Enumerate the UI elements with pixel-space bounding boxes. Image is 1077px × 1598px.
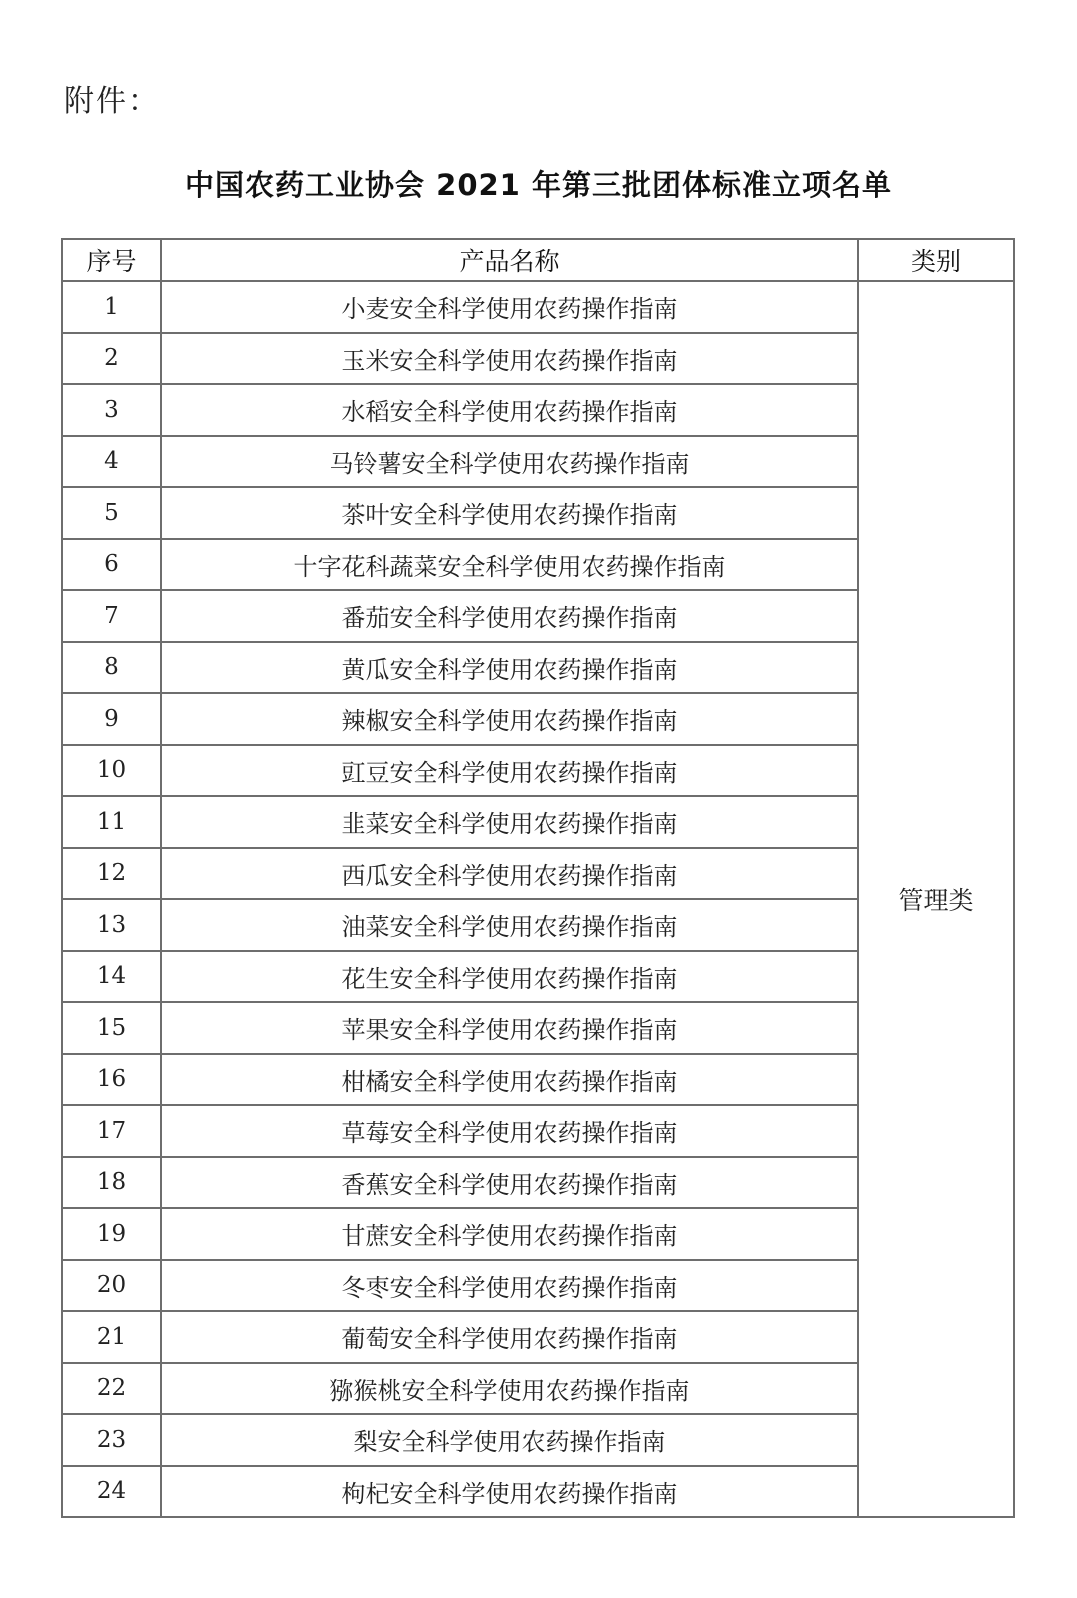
- product-name-cell: 香蕉安全科学使用农药操作指南: [161, 1157, 858, 1209]
- product-name-cell: 葡萄安全科学使用农药操作指南: [161, 1311, 858, 1363]
- serial-number-cell: 1: [62, 281, 161, 333]
- product-name-cell: 茶叶安全科学使用农药操作指南: [161, 487, 858, 539]
- product-name-cell: 油菜安全科学使用农药操作指南: [161, 899, 858, 951]
- serial-number-cell: 8: [62, 642, 161, 694]
- serial-number-cell: 14: [62, 951, 161, 1003]
- serial-number-cell: 5: [62, 487, 161, 539]
- attachment-label: 附件：: [64, 84, 160, 119]
- document-title: 中国农药工业协会 2021 年第三批团体标准立项名单: [185, 168, 892, 202]
- serial-number-cell: 18: [62, 1157, 161, 1209]
- product-name-cell: 韭菜安全科学使用农药操作指南: [161, 796, 858, 848]
- header-product-name: 产品名称: [161, 239, 858, 281]
- product-name-cell: 柑橘安全科学使用农药操作指南: [161, 1054, 858, 1106]
- serial-number-cell: 16: [62, 1054, 161, 1106]
- product-name-cell: 马铃薯安全科学使用农药操作指南: [161, 436, 858, 488]
- serial-number-cell: 6: [62, 539, 161, 591]
- serial-number-cell: 10: [62, 745, 161, 797]
- serial-number-cell: 19: [62, 1208, 161, 1260]
- product-name-cell: 十字花科蔬菜安全科学使用农药操作指南: [161, 539, 858, 591]
- serial-number-cell: 11: [62, 796, 161, 848]
- serial-number-cell: 15: [62, 1002, 161, 1054]
- serial-number-cell: 3: [62, 384, 161, 436]
- category-cell: 管理类: [858, 281, 1014, 1517]
- product-name-cell: 梨安全科学使用农药操作指南: [161, 1414, 858, 1466]
- product-name-cell: 番茄安全科学使用农药操作指南: [161, 590, 858, 642]
- table-row: [62, 281, 1014, 333]
- product-name-cell: 枸杞安全科学使用农药操作指南: [161, 1466, 858, 1518]
- product-name-cell: 苹果安全科学使用农药操作指南: [161, 1002, 858, 1054]
- serial-number-cell: 2: [62, 333, 161, 385]
- table-header-row: [62, 239, 1014, 281]
- product-name-cell: 小麦安全科学使用农药操作指南: [161, 281, 858, 333]
- serial-number-cell: 22: [62, 1363, 161, 1415]
- product-name-cell: 水稻安全科学使用农药操作指南: [161, 384, 858, 436]
- header-category: 类别: [858, 239, 1014, 281]
- product-name-cell: 花生安全科学使用农药操作指南: [161, 951, 858, 1003]
- serial-number-cell: 13: [62, 899, 161, 951]
- product-name-cell: 黄瓜安全科学使用农药操作指南: [161, 642, 858, 694]
- serial-number-cell: 23: [62, 1414, 161, 1466]
- serial-number-cell: 9: [62, 693, 161, 745]
- product-name-cell: 豇豆安全科学使用农药操作指南: [161, 745, 858, 797]
- product-name-cell: 猕猴桃安全科学使用农药操作指南: [161, 1363, 858, 1415]
- serial-number-cell: 17: [62, 1105, 161, 1157]
- product-name-cell: 草莓安全科学使用农药操作指南: [161, 1105, 858, 1157]
- standards-table: [61, 238, 1015, 1518]
- serial-number-cell: 12: [62, 848, 161, 900]
- header-serial-number: 序号: [62, 239, 161, 281]
- serial-number-cell: 20: [62, 1260, 161, 1312]
- serial-number-cell: 24: [62, 1466, 161, 1518]
- serial-number-cell: 7: [62, 590, 161, 642]
- product-name-cell: 玉米安全科学使用农药操作指南: [161, 333, 858, 385]
- serial-number-cell: 4: [62, 436, 161, 488]
- product-name-cell: 辣椒安全科学使用农药操作指南: [161, 693, 858, 745]
- product-name-cell: 甘蔗安全科学使用农药操作指南: [161, 1208, 858, 1260]
- serial-number-cell: 21: [62, 1311, 161, 1363]
- product-name-cell: 冬枣安全科学使用农药操作指南: [161, 1260, 858, 1312]
- product-name-cell: 西瓜安全科学使用农药操作指南: [161, 848, 858, 900]
